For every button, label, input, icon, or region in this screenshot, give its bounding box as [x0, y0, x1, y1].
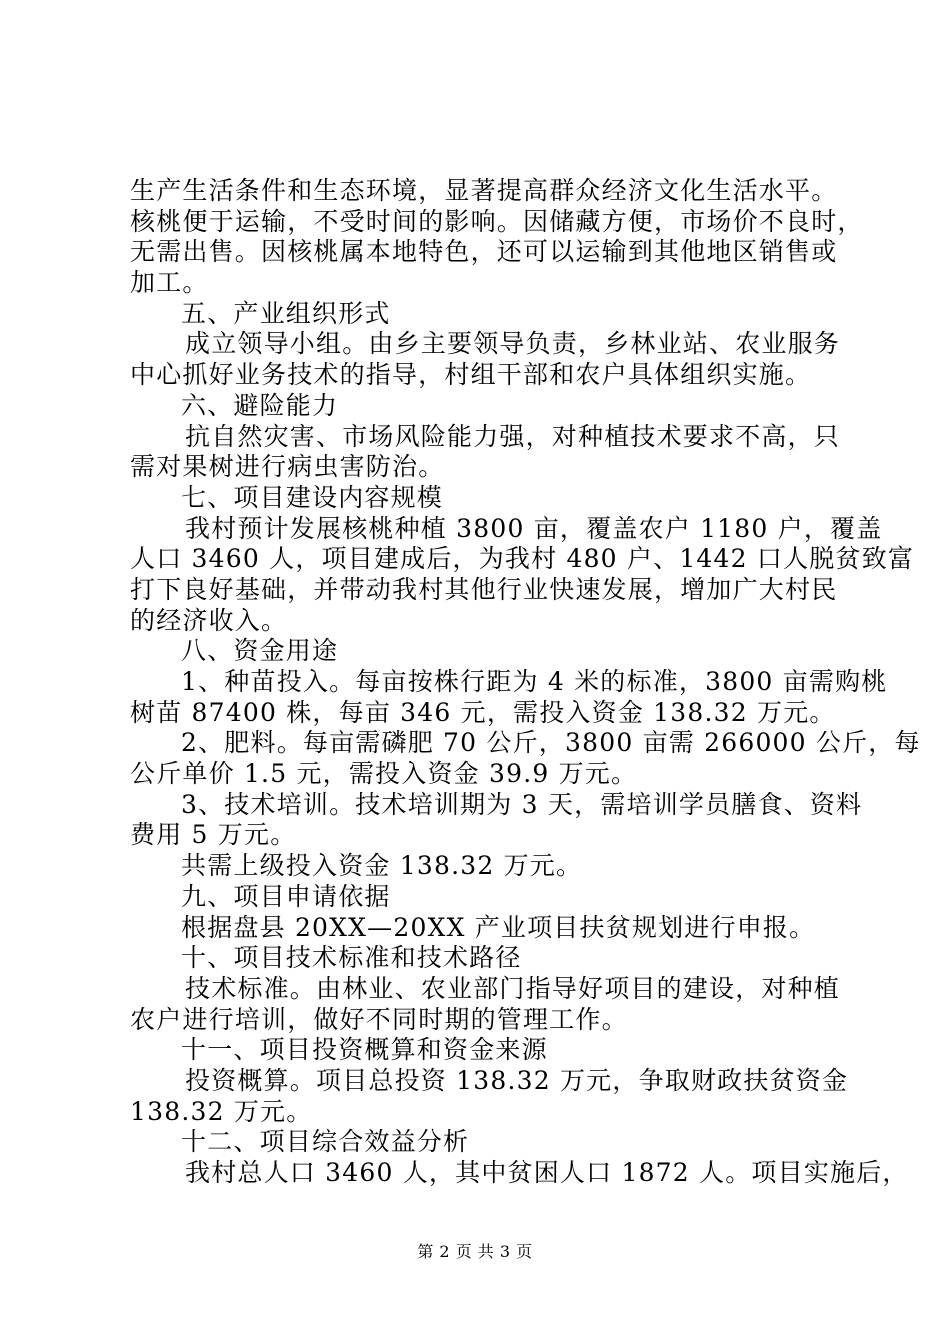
document-body: [130, 176, 921, 1189]
document-line: 农户进行培训，做好不同时期的管理工作。: [130, 1004, 628, 1034]
document-line: 费用 5 万元。: [130, 820, 297, 850]
document-line: 生产生活条件和生态环境，显著提高群众经济文化生活水平。: [130, 176, 838, 205]
document-line: 核桃便于运输，不受时间的影响。因储藏方便，市场价不良时，: [130, 206, 864, 236]
document-line: 我村总人口 3460 人，其中贫困人口 1872 人。项目实施后，: [185, 1158, 909, 1187]
document-line: 2、肥料。每亩需磷肥 70 公斤，3800 亩需 266000 公斤，每: [181, 728, 921, 758]
document-line: 公斤单价 1.5 元，需投入资金 39.9 万元。: [130, 759, 638, 789]
document-line: 138.32 万元。: [130, 1096, 313, 1126]
document-line: 我村预计发展核桃种植 3800 亩，覆盖农户 1180 户，覆盖: [185, 513, 883, 543]
document-line: 的经济收入。: [130, 605, 288, 635]
document-line: 技术标准。由林业、农业部门指导好项目的建设，对种植: [185, 973, 841, 1003]
document-line: 八、资金用途: [181, 636, 339, 666]
document-line: 无需出售。因核桃属本地特色，还可以运输到其他地区销售或: [130, 237, 838, 267]
document-line: 共需上级投入资金 138.32 万元。: [181, 851, 583, 881]
document-line: 中心抓好业务技术的指导，村组干部和农户具体组织实施。: [130, 360, 812, 390]
document-line: 人口 3460 人，项目建成后，为我村 480 户、1442 口人脱贫致富: [130, 544, 915, 574]
document-line: 成立领导小组。由乡主要领导负责，乡林业站、农业服务: [185, 329, 841, 359]
document-line: 打下良好基础，并带动我村其他行业快速发展，增加广大村民: [130, 574, 838, 604]
document-line: 3、技术培训。技术培训期为 3 天，需培训学员膳食、资料: [181, 789, 863, 819]
document-line: 根据盘县 20XX—20XX 产业项目扶贫规划进行申报。: [181, 912, 816, 942]
document-line: 九、项目申请依据: [181, 881, 391, 911]
document-line: 投资概算。项目总投资 138.32 万元，争取财政扶贫资金: [185, 1065, 849, 1095]
document-line: 树苗 87400 株，每亩 346 元，需投入资金 138.32 万元。: [130, 697, 836, 727]
document-line: 需对果树进行病虫害防治。: [130, 452, 445, 482]
document-line: 五、产业组织形式: [181, 298, 391, 328]
document-line: 1、种苗投入。每亩按株行距为 4 米的标准，3800 亩需购桃: [181, 667, 888, 696]
document-line: 抗自然灾害、市场风险能力强，对种植技术要求不高，只: [185, 421, 841, 451]
document-line: 十一、项目投资概算和资金来源: [181, 1035, 548, 1065]
document-line: 加工。: [130, 268, 209, 298]
page-footer: 第 2 页 共 3 页: [417, 1242, 533, 1261]
document-line: 十二、项目综合效益分析: [181, 1127, 470, 1157]
document-line: 六、避险能力: [181, 390, 339, 420]
document-line: 七、项目建设内容规模: [181, 482, 444, 512]
document-line: 十、项目技术标准和技术路径: [181, 943, 522, 973]
